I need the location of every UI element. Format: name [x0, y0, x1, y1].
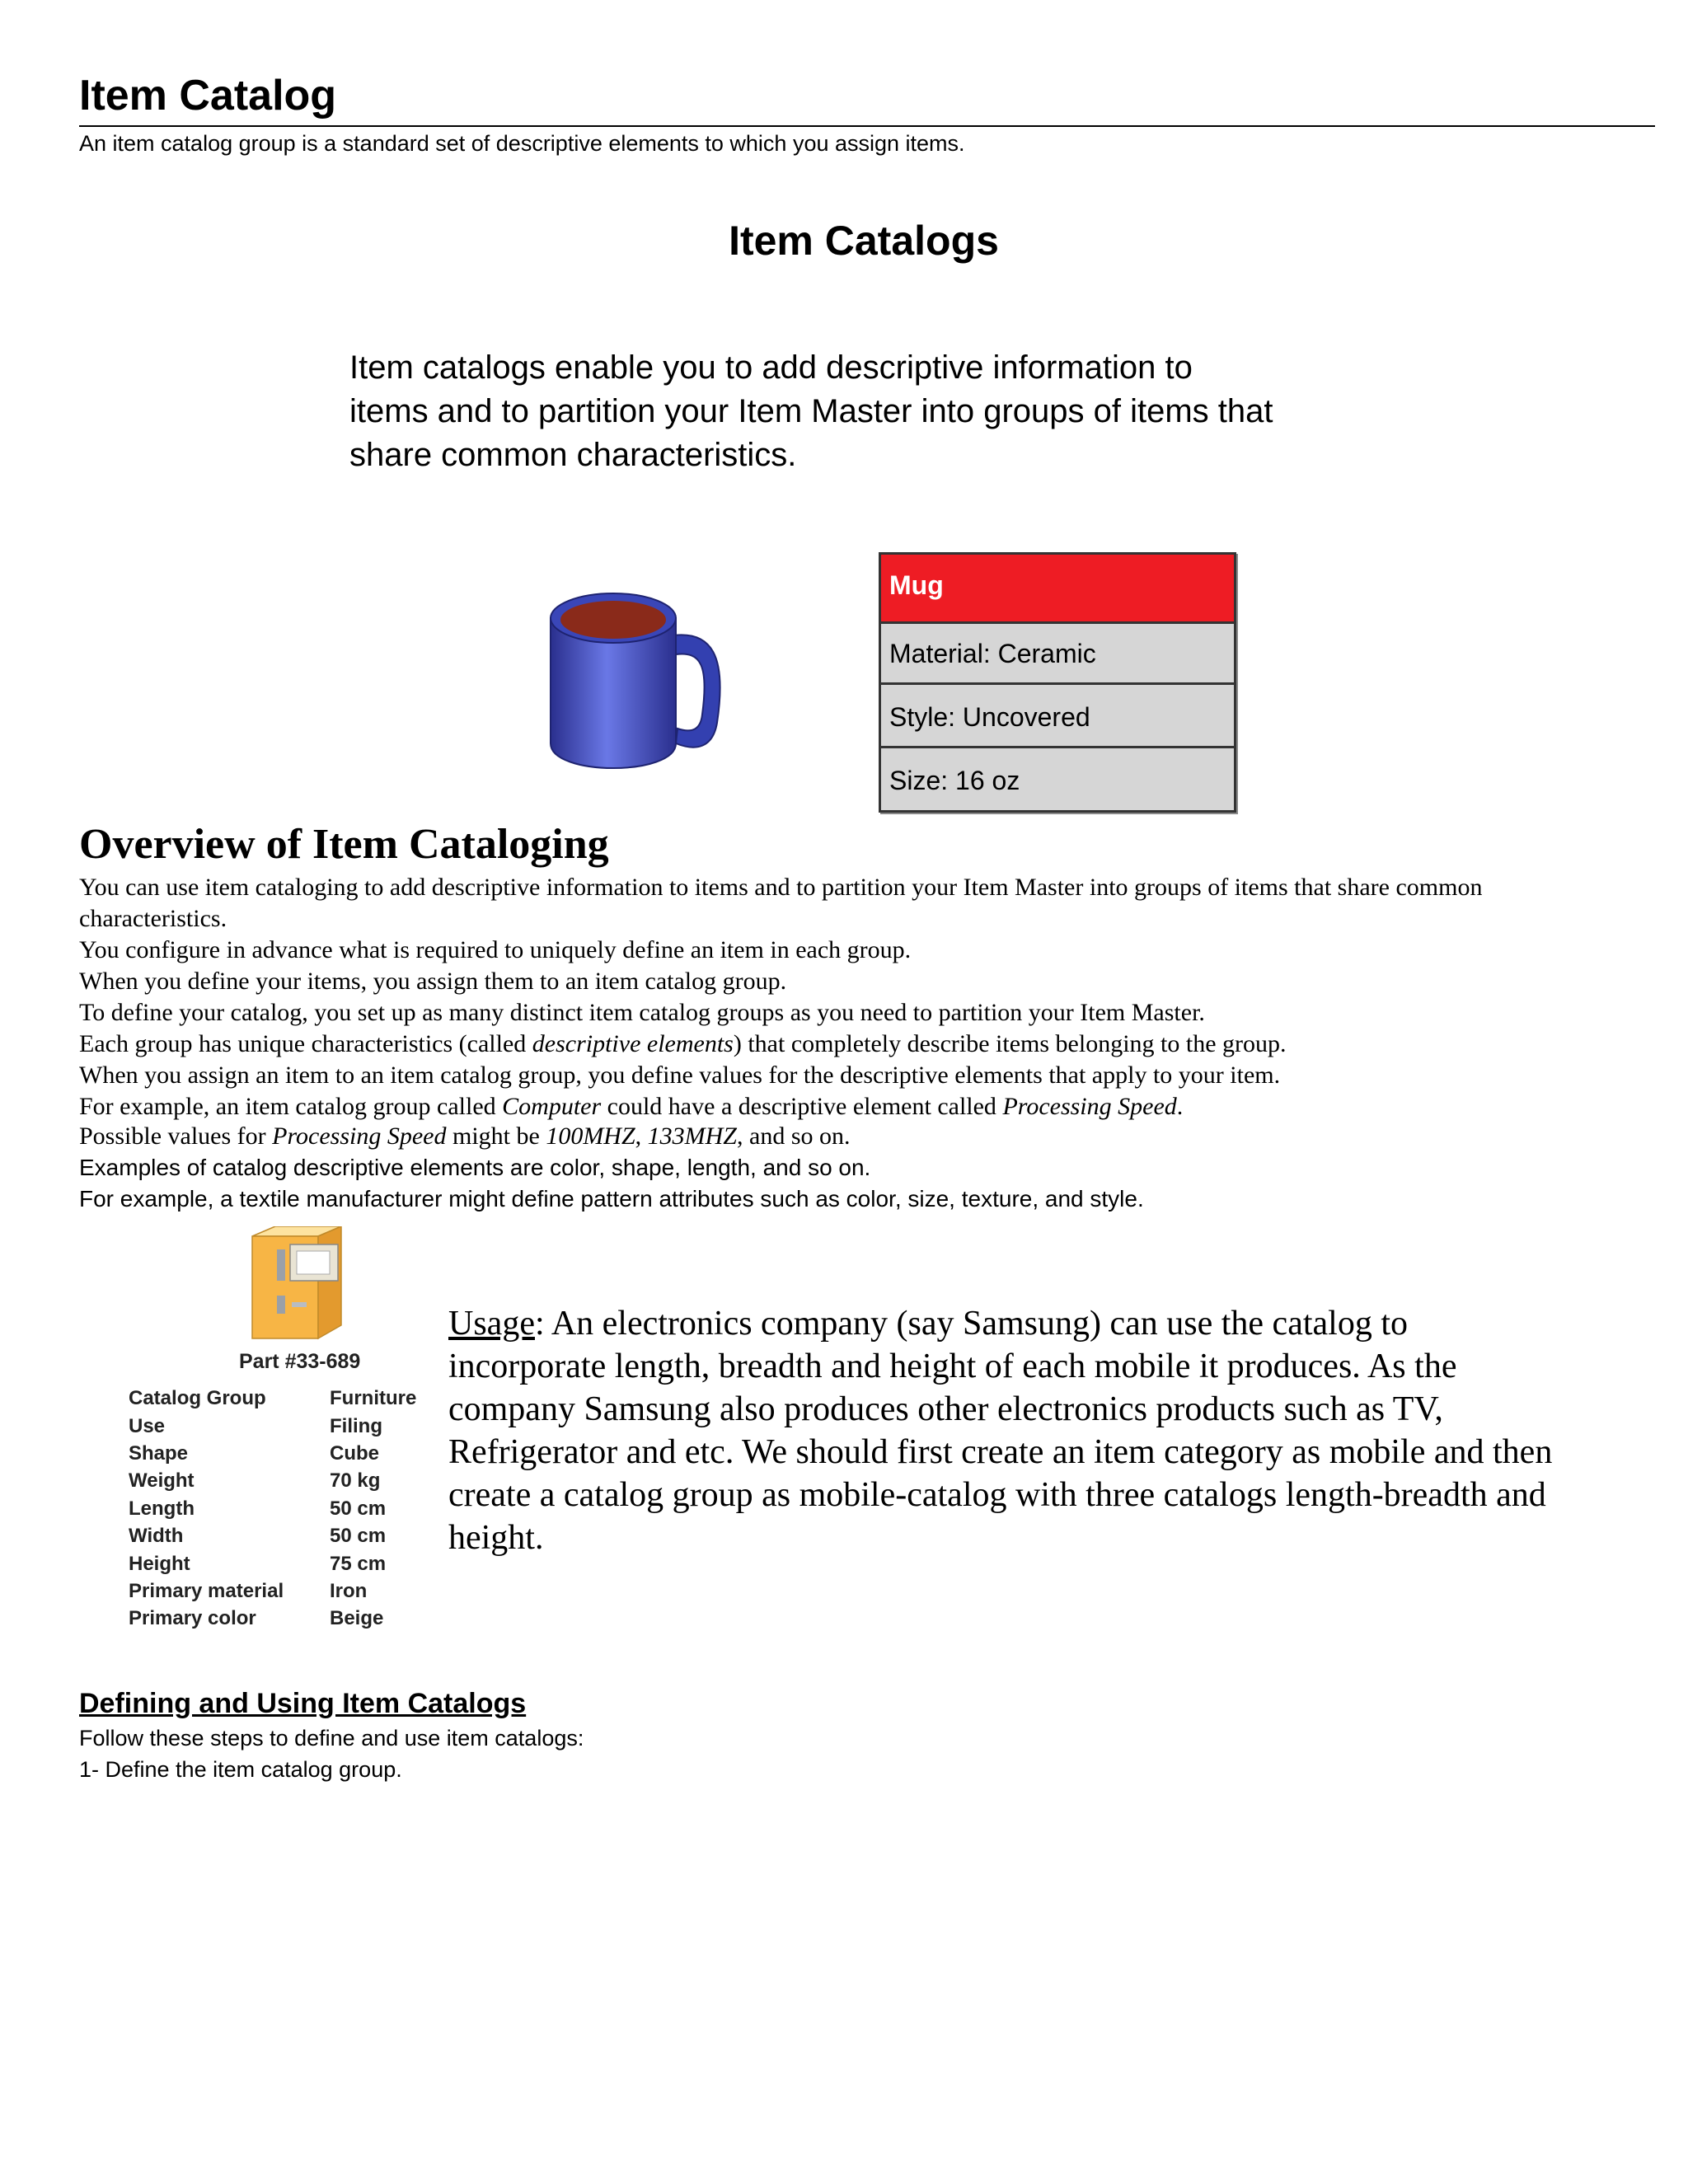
text-run: : An electronics company (say Samsung) can use the catalog to — [534, 1305, 1408, 1343]
text-run: could have a descriptive element called — [601, 1093, 1003, 1120]
text-run: might be — [446, 1122, 546, 1150]
attribute-value: 75 cm — [330, 1552, 387, 1575]
attribute-value: Filing — [330, 1414, 382, 1437]
attribute-value: Furniture — [330, 1387, 417, 1410]
attribute-row — [129, 1412, 416, 1439]
italic-term: Processing Speed — [272, 1122, 447, 1150]
text-run: Each group has unique characteristics (called — [79, 1030, 532, 1057]
italic-term: Computer — [502, 1093, 602, 1120]
attribute-key: Primary color — [129, 1607, 256, 1630]
attribute-key: Height — [129, 1552, 190, 1575]
attribute-key: Shape — [129, 1441, 189, 1465]
attribute-row — [129, 1467, 416, 1494]
italic-term: Processing Speed — [1002, 1093, 1177, 1120]
usage-line: Refrigerator and etc. We should first create an item category as mobile and then — [448, 1433, 1553, 1471]
attribute-key: Weight — [129, 1469, 195, 1493]
attribute-value: Iron — [330, 1579, 368, 1602]
card-row-style: Style: Uncovered — [881, 687, 1234, 748]
overview-line: You can use item cataloging to add descriptive information to items and to partition your Item Master into groups of items that share common — [79, 874, 1483, 901]
attribute-value: 50 cm — [330, 1497, 387, 1520]
usage-line — [448, 1302, 1652, 1345]
text-run: , — [635, 1122, 648, 1150]
usage-paragraph — [448, 1302, 1652, 1559]
attribute-row — [129, 1605, 416, 1632]
defining-heading: Defining and Using Item Catalogs — [79, 1688, 527, 1719]
attribute-value: Cube — [330, 1441, 379, 1465]
attribute-key: Primary material — [129, 1579, 284, 1602]
card-row-size: Size: 16 oz — [889, 766, 1020, 795]
attribute-row — [129, 1495, 416, 1522]
overview-heading: Overview of Item Cataloging — [79, 821, 609, 868]
card-row-material: Material: Ceramic — [881, 624, 1234, 685]
attribute-value: 50 cm — [330, 1525, 387, 1548]
attribute-key: Length — [129, 1497, 195, 1520]
italic-term: 100MHZ — [546, 1122, 635, 1150]
title-divider — [79, 125, 1655, 127]
attribute-value: 70 kg — [330, 1469, 381, 1493]
attribute-row — [129, 1440, 416, 1467]
attribute-row — [129, 1522, 416, 1549]
usage-line: height. — [448, 1519, 544, 1557]
slide-body — [349, 346, 1437, 477]
defining-step: 1- Define the item catalog group. — [79, 1757, 402, 1782]
text-run: , and so on. — [737, 1122, 851, 1150]
overview-line — [79, 1121, 851, 1152]
slide-title: Item Catalogs — [729, 218, 999, 264]
slide-body-line: Item catalogs enable you to add descriptive information to — [349, 349, 1193, 386]
overview-line: Examples of catalog descriptive elements are color, shape, length, and so on. — [79, 1155, 871, 1180]
slide-body-line: items and to partition your Item Master into groups of items that — [349, 393, 1273, 429]
document-title: Item Catalog — [79, 72, 337, 120]
overview-line — [79, 1029, 1287, 1060]
document-subtitle: An item catalog group is a standard set of descriptive elements to which you assign items. — [79, 131, 965, 156]
text-run: ) that completely describe items belonging to the group. — [733, 1030, 1287, 1057]
text-run: Possible values for — [79, 1122, 273, 1150]
italic-term: 133MHZ — [647, 1122, 737, 1150]
overview-line: When you assign an item to an item catalog group, you define values for the descriptive elements that apply to your item. — [79, 1062, 1281, 1089]
usage-label: Usage — [448, 1305, 535, 1343]
overview-line: To define your catalog, you set up as many distinct item catalog groups as you need to partition your Item Master. — [79, 999, 1205, 1026]
text-run: For example, an item catalog group called — [79, 1093, 503, 1120]
overview-line: You configure in advance what is required to uniquely define an item in each group. — [79, 936, 912, 963]
card-header: Mug — [881, 555, 1234, 624]
mug-illustration — [544, 579, 734, 785]
attribute-row — [129, 1385, 416, 1412]
text-run: . — [1176, 1093, 1184, 1120]
attribute-key: Width — [129, 1525, 184, 1548]
attribute-key: Catalog Group — [129, 1387, 266, 1410]
slide-body-line: share common characteristics. — [349, 437, 797, 473]
part-attribute-table — [129, 1385, 416, 1633]
overview-line: characteristics. — [79, 905, 227, 932]
defining-line: Follow these steps to define and use item catalogs: — [79, 1726, 584, 1750]
part-number-label: Part #33-689 — [239, 1350, 361, 1373]
usage-line: incorporate length, breadth and height of each mobile it produces. As the — [448, 1347, 1457, 1385]
usage-line: create a catalog group as mobile-catalog with three catalogs length-breadth and — [448, 1476, 1546, 1514]
attribute-value: Beige — [330, 1607, 384, 1630]
overview-line: For example, a textile manufacturer might define pattern attributes such as color, size, texture, and style. — [79, 1186, 1144, 1212]
usage-line: company Samsung also produces other electronics products such as TV, — [448, 1390, 1443, 1428]
filing-cabinet-icon — [244, 1226, 351, 1340]
attribute-row — [129, 1577, 416, 1605]
italic-term: descriptive elements — [532, 1030, 734, 1057]
mug-attribute-card — [879, 552, 1236, 813]
attribute-key: Use — [129, 1414, 166, 1437]
overview-line — [79, 1091, 1183, 1122]
attribute-row — [129, 1549, 416, 1577]
overview-line: When you define your items, you assign them to an item catalog group. — [79, 968, 787, 995]
